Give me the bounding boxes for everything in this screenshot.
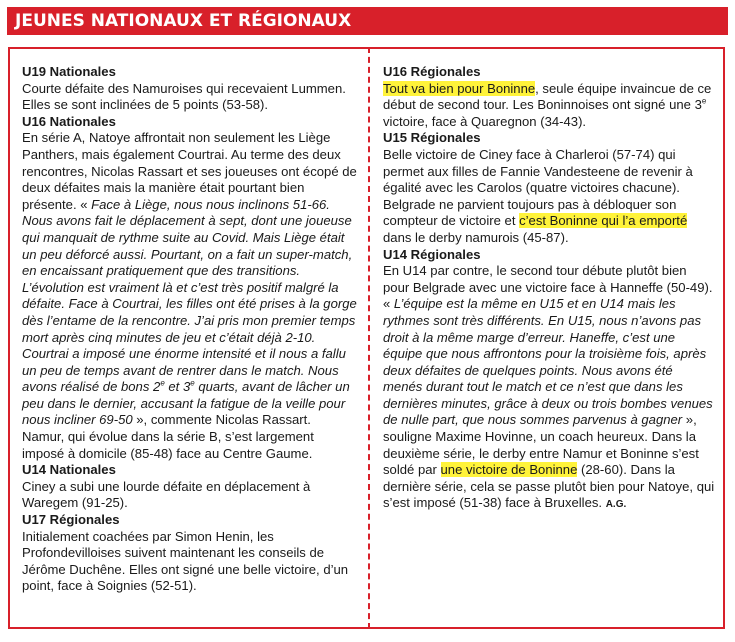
u16-reg-text-a: , seule équipe invaincue de ce début de second tour. Les Boninnoises ont signé une 3 (383, 80, 712, 113)
u16-nat-outro: », commente Nicolas Rassart. (132, 412, 311, 428)
paragraph-u16-regionales (383, 81, 715, 131)
section-title: JEUNES NATIONAUX ET RÉGIONAUX (15, 11, 352, 31)
paragraph-u17-regionales: Initialement coachées par Simon Henin, les Profondevilloises suivent maintenant les conseils de Jérôme Duchêne. Elles ont signé une belle victoire, d’un point, face à Soignies (52-51). (22, 528, 349, 594)
author-signature: A.G. (605, 499, 627, 511)
u14-reg-text-b: (28-60). Dans la dernière série, cela se passe plutôt bien pour Natoye, qui s’est imposé (51-38) face à Bruxelles. (383, 462, 715, 511)
heading-u16-nationales: U16 Nationales (22, 113, 116, 129)
u14-reg-quote: L’équipe est la même en U15 et en U14 mais les rythmes sont très différents. En U15, nous n’avons pas droit à la même marge d’erreur. Haneffe, c’est une équipe que nous affrontons pour la troisième fois, après deux défaites de quelques points. Nous avons été menés durant tout le match et ce n’est que dans les dernières minutes, grâce à deux ou trois bombes venues de nulle part, que nous sommes parvenus à gagner (383, 296, 713, 428)
u16-nat-sup-1: e (160, 378, 165, 388)
highlight-boninne-u14: une victoire de Boninne (440, 462, 578, 478)
highlight-boninne-u16: Tout va bien pour Boninne (383, 80, 536, 96)
column-divider (368, 47, 370, 629)
highlight-boninne-u15: c’est Boninne qui l’a emporté (519, 213, 688, 229)
u16-nat-quote-b: et 3 (164, 379, 191, 395)
u16-reg-sup: e (701, 96, 707, 106)
paragraph-u15-regionales (383, 147, 715, 247)
u14-reg-intro: En U14 par contre, le second tour débute plutôt bien pour Belgrade avec une victoire face à Hanneffe (50-49). « (383, 263, 713, 312)
heading-u16-regionales: U16 Régionales (383, 64, 481, 79)
paragraph-u14-nationales: Ciney a subi une lourde défaite en déplacement à Waregem (91-25). (22, 478, 311, 511)
u16-nat-sup-2: e (190, 378, 195, 388)
u16-nat-quote-a: Face à Liège, nous nous inclinons 51-66. Nous avons fait le déplacement à sept, dont une joueuse qui manquait de rythme suite au Covid. Mais Liège était un peu déforcé aussi. Pourtant, on a fait un super-match, en encaissant pratiquement que des transitions. L’évolution est vraiment là et c’est très positif malgré la défaite. Face à Courtrai, les filles ont été prises à la gorge dès l’entame de la rencontre. J’ai pris mon premier temps mort après cinq minutes de jeu et c’était déjà 2-10. Courtrai a imposé une énorme intensité et il nous a fallu un peu de temps avant de rentrer dans le match. Nous avons réalisé de bons 2 (22, 196, 357, 395)
u16-nat-intro: En série A, Natoye affrontait non seulement les Liège Panthers, mais également Courtrai. Au terme des deux rencontres, Nicolas Rassart et ses joueuses ont écopé de deux défaites mais la manière était pourtant bien présente. « (22, 130, 357, 212)
paragraph-u16-nationales (22, 130, 358, 429)
left-column (22, 64, 358, 595)
heading-u19-nationales: U19 Nationales (22, 64, 116, 79)
paragraph-u14-regionales (383, 263, 715, 514)
paragraph-u16-nationales-namur: Namur, qui évolue dans la série B, s’est largement imposé à domicile (85-48) face au Centre Gaume. (22, 429, 314, 461)
heading-u17-regionales: U17 Régionales (22, 512, 120, 528)
section-header-bar (7, 7, 728, 35)
heading-u14-regionales: U14 Régionales (383, 246, 481, 262)
u15-reg-text-b: dans le derby namurois (45-87). (383, 229, 569, 245)
heading-u14-nationales: U14 Nationales (22, 462, 116, 478)
u15-reg-text-a: Belle victoire de Ciney face à Charleroi (57-74) qui permet aux filles de Fannie Vandesteene de revenir à égalité avec les Carolos (quatre victoires chacune). Belgrade ne parvient toujours pas à débloquer son compteur de victoire et (383, 146, 693, 229)
paragraph-u19-nationales: Courte défaite des Namuroises qui recevaient Lummen. Elles se sont inclinées de 5 points (53-58). (22, 80, 346, 113)
u14-reg-outro: », souligne Maxime Hovinne, un coach heureux. Dans la deuxième série, le derby entre Namur et Boninne s’est soldé par (383, 412, 699, 478)
u16-reg-text-b: victoire, face à Quaregnon (34-43). (383, 113, 587, 129)
heading-u15-regionales: U15 Régionales (383, 130, 481, 146)
right-column (383, 64, 715, 514)
u16-nat-quote-c: quarts, avant de lâcher un peu dans le dernier, accusant la fatigue de la veille pour nous incliner 69-50 (22, 379, 350, 428)
